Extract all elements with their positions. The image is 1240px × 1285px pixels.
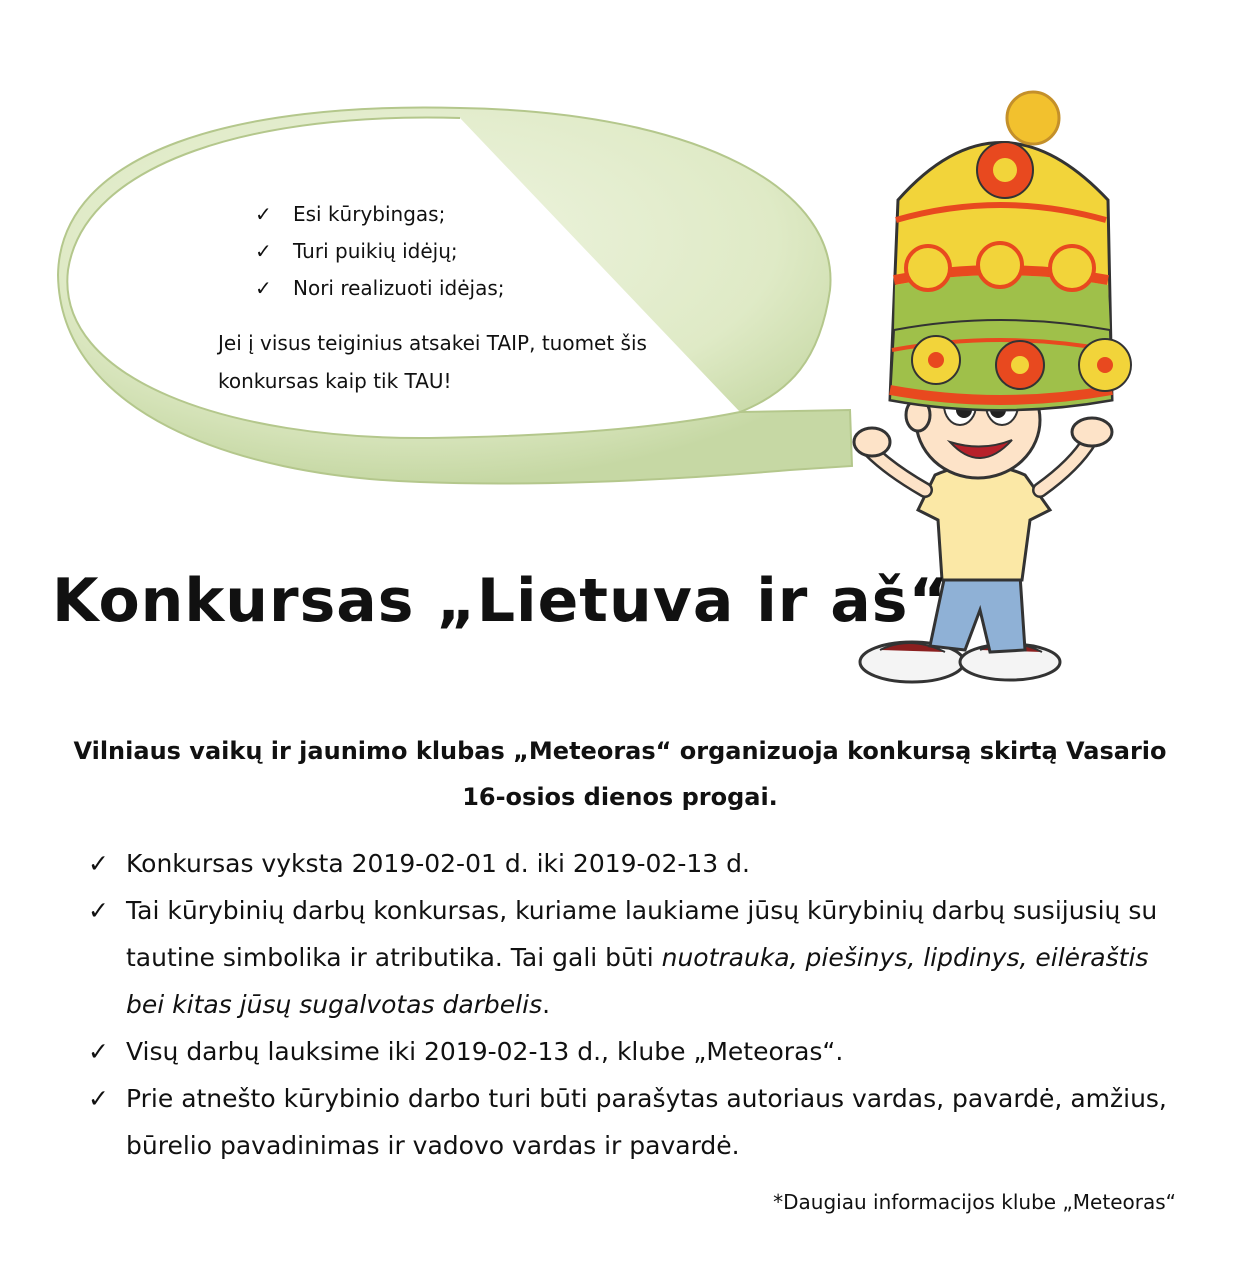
list-item <box>88 1028 1168 1075</box>
check-icon: ✓ <box>255 239 272 263</box>
list-item <box>255 270 504 307</box>
bubble-note: Jei į visus teiginius atsakei TAIP, tuomet šis konkursas kaip tik TAU! <box>218 331 647 393</box>
check-icon: ✓ <box>88 1084 109 1113</box>
list-item-text: Turi puikių idėjų; <box>293 239 458 263</box>
check-icon: ✓ <box>255 202 272 226</box>
check-icon: ✓ <box>88 849 109 878</box>
check-icon: ✓ <box>255 276 272 300</box>
list-item-text: Esi kūrybingas; <box>293 202 446 226</box>
footnote: *Daugiau informacijos klube „Meteoras“ <box>773 1190 1176 1214</box>
list-item-text: Tai kūrybinių darbų konkursas, kuriame laukiame jūsų kūrybinių darbų susijusių su tautine simbolika ir atributika. Tai gali būti <box>126 896 1158 972</box>
page-title: Konkursas „Lietuva ir aš“ <box>52 566 949 636</box>
list-item-text: Konkursas vyksta 2019-02-01 d. iki 2019-02-13 d. <box>126 849 750 878</box>
list-item <box>88 1075 1168 1169</box>
list-item <box>88 887 1168 1028</box>
list-item <box>255 233 504 270</box>
list-item-text-end: . <box>542 990 551 1019</box>
list-item-text: Nori realizuoti idėjas; <box>293 276 505 300</box>
bubble-checklist <box>255 196 504 307</box>
check-icon: ✓ <box>88 1037 109 1066</box>
rules-list <box>88 840 1168 1169</box>
list-item <box>255 196 504 233</box>
check-icon: ✓ <box>88 896 109 925</box>
list-item-text: Visų darbų lauksime iki 2019-02-13 d., klube „Meteoras“. <box>126 1037 844 1066</box>
list-item-italic-text: nuotrauka, piešinys, lipdinys, eilėraštis bei kitas jūsų sugalvotas darbelis <box>126 943 1149 1019</box>
list-item-text: Prie atnešto kūrybinio darbo turi būti parašytas autoriaus vardas, pavardė, amžius, būrelio pavadinimas ir vadovo vardas ir pavardė. <box>126 1084 1167 1160</box>
intro-paragraph: Vilniaus vaikų ir jaunimo klubas „Meteoras“ organizuoja konkursą skirtą Vasario 16-osios dienos progai. <box>73 737 1167 811</box>
list-item <box>88 840 1168 887</box>
